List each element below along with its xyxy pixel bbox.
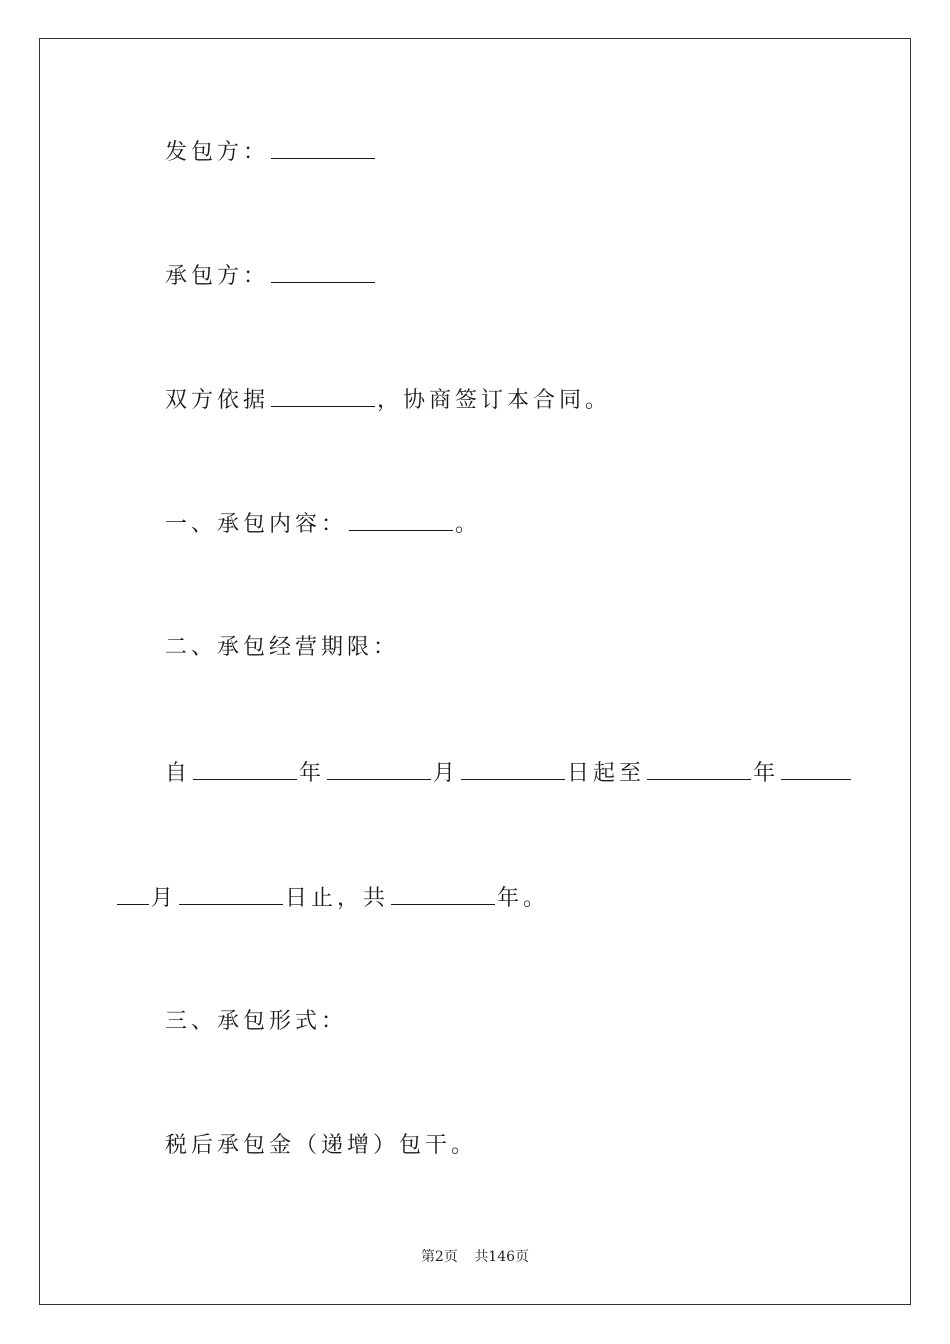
basis-blank[interactable] [271,384,375,407]
start-year-blank[interactable] [193,757,297,780]
basis-suffix: ，协商签订本合同。 [377,388,612,413]
page-total: 共146页 [474,1249,530,1265]
term-years-end: 年。 [497,886,550,911]
term-month: 月 [433,761,460,786]
contractor-blank[interactable] [271,260,375,283]
term-day-end: 日止，共 [285,886,390,911]
contractor-label: 承包方： [165,264,270,289]
form-text: 税后承包金（递增）包干。 [165,1133,478,1158]
section1-label: 一、承包内容： [165,512,348,537]
start-day-blank[interactable] [461,757,565,780]
term-month-2: 月 [151,886,178,911]
basis-line [165,384,611,416]
term-from: 自 [165,761,192,786]
end-day-blank[interactable] [179,882,283,905]
contractor-line [165,260,377,292]
section1-blank[interactable] [349,508,453,531]
term-year-2: 年 [753,761,780,786]
section2-label: 二、承包经营期限： [165,635,400,660]
employer-line [165,136,377,168]
end-month-blank-part1[interactable] [781,757,851,780]
term-line-1 [165,757,853,789]
term-year: 年 [299,761,326,786]
employer-label: 发包方： [165,140,270,165]
end-month-blank-part2[interactable] [117,882,149,905]
term-line-2 [115,882,549,914]
total-years-blank[interactable] [391,882,495,905]
page-current: 第2页 [420,1249,458,1265]
employer-blank[interactable] [271,136,375,159]
end-year-blank[interactable] [647,757,751,780]
section3-label: 三、承包形式： [165,1009,348,1034]
page-border [39,38,911,1305]
section1-end: 。 [455,512,482,537]
form-line [165,1131,477,1161]
page-footer [0,1246,950,1266]
term-day-to: 日起至 [567,761,646,786]
section1-line [165,508,481,540]
start-month-blank[interactable] [327,757,431,780]
basis-prefix: 双方依据 [165,388,270,413]
section2-line [165,633,399,663]
section3-line [165,1007,347,1037]
